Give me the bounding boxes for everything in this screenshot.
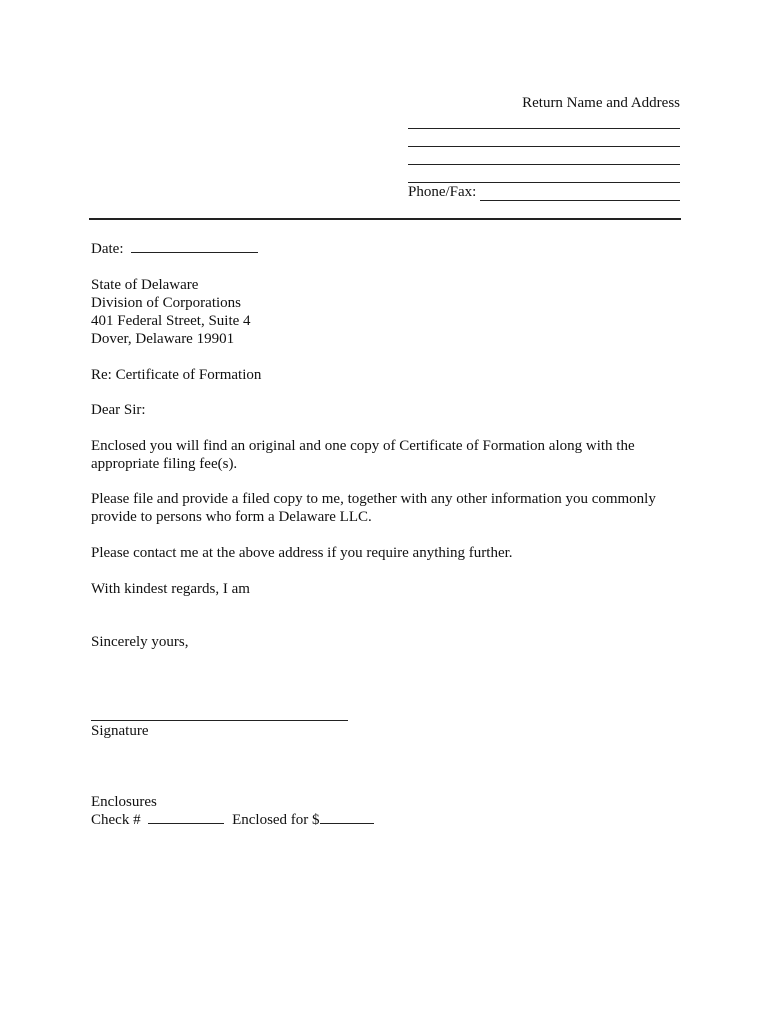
phone-fax-row <box>408 183 680 201</box>
header-divider <box>89 218 681 220</box>
body-paragraph-3: Please contact me at the above address if you require anything further. <box>91 545 513 561</box>
closing: Sincerely yours, <box>91 634 189 650</box>
body-paragraph-4: With kindest regards, I am <box>91 581 250 597</box>
recipient-line-1: State of Delaware <box>91 277 199 293</box>
return-address-line-1[interactable] <box>408 128 680 129</box>
date-row <box>91 240 258 258</box>
return-address-line-3[interactable] <box>408 164 680 165</box>
check-number-field[interactable] <box>148 811 224 824</box>
signature-line[interactable] <box>91 720 348 721</box>
date-field[interactable] <box>131 240 258 253</box>
phone-fax-field[interactable] <box>480 186 680 201</box>
recipient-line-3: 401 Federal Street, Suite 4 <box>91 313 251 329</box>
return-address-line-2[interactable] <box>408 146 680 147</box>
return-address-title: Return Name and Address <box>522 95 680 111</box>
salutation: Dear Sir: <box>91 402 146 418</box>
check-number-label: Check # <box>91 812 141 828</box>
enclosures-row <box>91 811 374 829</box>
recipient-line-2: Division of Corporations <box>91 295 241 311</box>
signature-label: Signature <box>91 723 149 739</box>
phone-fax-label: Phone/Fax: <box>408 184 477 200</box>
enclosed-amount-label: Enclosed for $ <box>232 812 320 828</box>
body-paragraph-1: Enclosed you will find an original and one copy of Certificate of Formation along with the appropriate filing fee(s). <box>91 438 635 472</box>
enclosures-title: Enclosures <box>91 794 157 810</box>
return-address-block <box>408 94 680 200</box>
subject-line: Re: Certificate of Formation <box>91 367 262 383</box>
date-label: Date: <box>91 241 124 257</box>
body-paragraph-2: Please file and provide a filed copy to me, together with any other information you commonly provide to persons who form a Delaware LLC. <box>91 491 656 525</box>
recipient-line-4: Dover, Delaware 19901 <box>91 331 235 347</box>
enclosed-amount-field[interactable] <box>320 811 374 824</box>
